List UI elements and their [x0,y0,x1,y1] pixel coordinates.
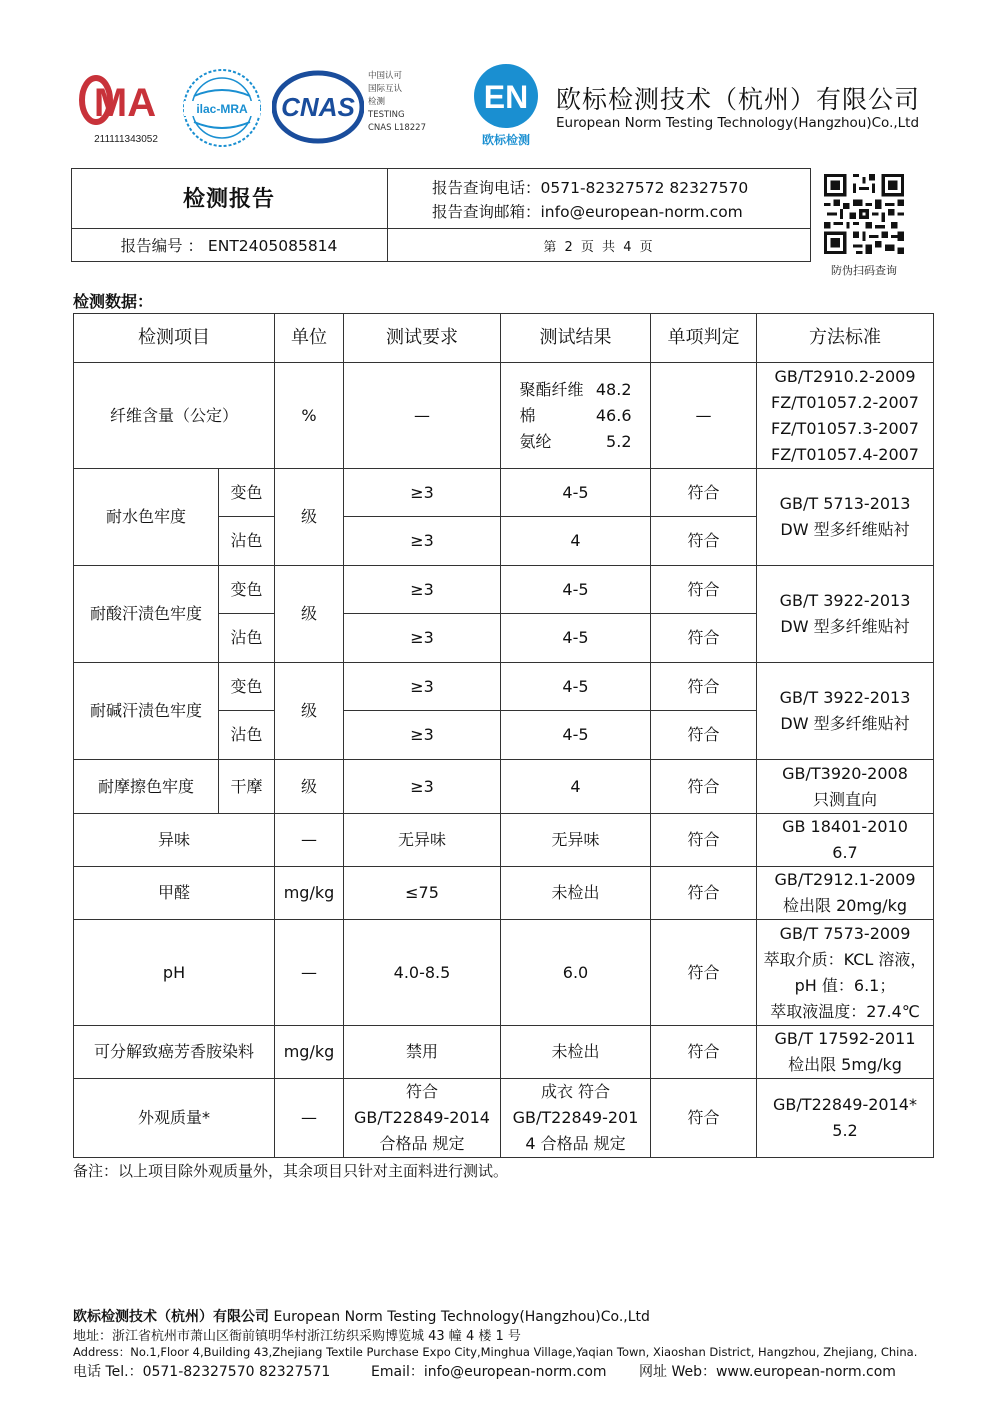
fiber-percent: 46.6 [595,405,632,425]
item-name: 异味 [74,814,275,867]
method-line: 检出限 5mg/kg [788,1055,902,1074]
requirement: ≥3 [344,566,501,614]
footer-address-cn: 地址：浙江省杭州市萧山区衙前镇明华村浙江纺织采购博览城 43 幢 4 楼 1 号 [73,1329,521,1344]
method-line: GB/T2912.1-2009 [774,870,916,889]
footer-address-en: Address：No.1,Floor 4,Building 43,Zhejiang Textile Purchase Expo City,Minghua Village,Yaqian Town, Xiaoshan District, Hangzhou, Zhejiang, China. [73,1345,918,1359]
table-row [74,363,934,469]
result: 4-5 [501,663,651,711]
result: 4 [501,760,651,814]
unit: 级 [275,663,344,760]
method [757,469,934,566]
method [757,814,934,867]
requirement: ≥3 [344,760,501,814]
judgement: 符合 [651,614,757,663]
cma-mark-text: MA [93,81,157,125]
result-line: 成衣 符合 [540,1082,611,1101]
cnas-line: 国际互认 [368,84,403,94]
unit: — [275,920,344,1026]
item-name: 可分解致癌芳香胺染料 [74,1026,275,1079]
table-row [74,814,934,867]
method-line: 5.2 [832,1121,858,1140]
unit: mg/kg [275,1026,344,1079]
judgement: 符合 [651,663,757,711]
method-line: FZ/T01057.4-2007 [771,444,919,464]
method-line: GB/T3920-2008 [782,763,908,783]
company-name-en: European Norm Testing Technology(Hangzhou)Co.,Ltd [556,115,920,131]
method-line: GB/T 7573-2009 [779,923,911,943]
method-line: GB/T 3922-2013 [779,688,911,707]
cnas-line: TESTING [368,110,405,120]
ilac-text: ilac-MRA [196,102,248,116]
method-line: GB 18401-2010 [782,817,908,836]
method [757,1079,934,1158]
sub-item: 沾色 [219,517,275,566]
result: 4 [501,517,651,566]
judgement: 符合 [651,566,757,614]
sub-item: 变色 [219,663,275,711]
method-line: 只测直向 [812,789,877,809]
judgement: 符合 [651,711,757,760]
judgement: 符合 [651,867,757,920]
result: 无异味 [501,814,651,867]
method-line: DW 型多纤维贴衬 [780,520,910,539]
unit: mg/kg [275,867,344,920]
footer-email[interactable]: Email：info@european-norm.com [371,1364,607,1380]
section-title: 检测数据： [73,292,154,311]
fiber-name: 氨纶 [519,431,552,451]
cnas-text: CNAS [281,92,355,122]
footer-company-en: European Norm Testing Technology(Hangzhou)Co.,Ltd [273,1309,650,1325]
method [757,566,934,663]
report-title: 检测报告 [182,187,275,212]
unit: 级 [275,566,344,663]
fiber-percent: 48.2 [595,379,632,399]
cma-number: 211111343052 [94,134,158,145]
requirement: ≤75 [344,867,501,920]
report-number: 报告编号 ： ENT2405085814 [120,237,338,255]
result [501,363,651,469]
footer-company-cn: 欧标检测技术（杭州）有限公司 [73,1309,269,1325]
requirement-line: 合格品 规定 [379,1134,465,1153]
item-name: pH [74,920,275,1026]
judgement: 符合 [651,814,757,867]
result: 未检出 [501,1026,651,1079]
table-row [74,867,934,920]
remark-note: 备注：以上项目除外观质量外，其余项目只针对主面料进行测试。 [73,1162,509,1180]
result: 4-5 [501,711,651,760]
sub-item: 变色 [219,566,275,614]
result [501,1079,651,1158]
result: 6.0 [501,920,651,1026]
result: 4-5 [501,469,651,517]
method-line: 检出限 20mg/kg [782,896,907,915]
unit: — [275,814,344,867]
svg-text:EN: EN [483,79,529,115]
fiber-row [520,403,632,429]
unit: % [275,363,344,469]
method-line: 萃取液温度：27.4℃ [770,1001,920,1021]
cma-logo [78,70,173,150]
item-name: 耐水色牢度 [74,469,219,566]
sub-item: 沾色 [219,614,275,663]
requirement-line: 符合 [405,1082,438,1101]
footer-tel: 电话 Tel.：0571-82327570 82327571 [73,1364,331,1380]
judgement: — [651,363,757,469]
header-method: 方法标准 [757,314,934,363]
method [757,363,934,469]
table-row [74,920,934,1026]
requirement: 无异味 [344,814,501,867]
method-line: GB/T 5713-2013 [779,494,911,513]
table-row [74,1026,934,1079]
test-data-table [73,313,934,1158]
fiber-name: 聚酯纤维 [519,379,584,399]
judgement: 符合 [651,1079,757,1158]
query-phone: 报告查询电话：0571-82327572 82327570 [432,179,749,197]
table-header-row [74,314,934,363]
footer-web[interactable]: 网址 Web：www.european-norm.com [639,1364,896,1380]
unit: 级 [275,760,344,814]
requirement: ≥3 [344,517,501,566]
requirement: 禁用 [344,1026,501,1079]
qr-code-icon[interactable] [824,174,904,254]
header-result: 测试结果 [501,314,651,363]
cnas-line: 检测 [368,97,386,107]
footer-contact [73,1361,896,1381]
method-line: GB/T2910.2-2009 [774,366,916,386]
header-unit: 单位 [275,314,344,363]
requirement [344,1079,501,1158]
item-name: 耐碱汗渍色牢度 [74,663,219,760]
method [757,867,934,920]
method-line: GB/T22849-2014* [773,1095,917,1114]
result: 未检出 [501,867,651,920]
method-line: DW 型多纤维贴衬 [780,714,910,733]
requirement-line: GB/T22849-2014 [354,1108,490,1127]
qr-caption: 防伪扫码查询 [831,264,897,277]
item-name: 外观质量* [74,1079,275,1158]
unit: 级 [275,469,344,566]
judgement: 符合 [651,920,757,1026]
fiber-percent: 5.2 [606,431,632,451]
requirement: ≥3 [344,663,501,711]
result: 4-5 [501,614,651,663]
fiber-name: 棉 [519,405,536,425]
company-name-cn: 欧标检测技术（杭州）有限公司 [556,85,921,114]
unit: — [275,1079,344,1158]
fiber-composition [520,377,632,455]
cnas-logo [272,70,364,144]
fiber-row [520,377,632,403]
requirement: ≥3 [344,614,501,663]
method [757,920,934,1026]
cnas-caption [368,70,426,135]
ilac-mra-logo [180,66,264,150]
cnas-line: 中国认可 [368,71,403,81]
fiber-row [520,429,632,455]
judgement: 符合 [651,760,757,814]
method-line: GB/T 17592-2011 [774,1029,916,1048]
table-row [74,566,934,614]
en-logo [470,62,542,150]
table-row [74,760,934,814]
result-line: GB/T22849-201 [512,1108,639,1127]
method-line: DW 型多纤维贴衬 [780,617,910,636]
query-email: 报告查询邮箱：info@european-norm.com [432,203,743,221]
en-logo-caption: 欧标检测 [481,133,531,147]
judgement: 符合 [651,1026,757,1079]
method-line: FZ/T01057.2-2007 [771,392,919,412]
sub-item: 变色 [219,469,275,517]
table-row [74,469,934,517]
table-row [74,663,934,711]
sub-item: 沾色 [219,711,275,760]
method-line: 萃取介质：KCL 溶液， [763,949,927,969]
header-judgement: 单项判定 [651,314,757,363]
table-row [74,1079,934,1158]
item-name: 甲醛 [74,867,275,920]
item-name: 耐摩擦色牢度 [74,760,219,814]
header-requirement: 测试要求 [344,314,501,363]
result-line: 4 合格品 规定 [525,1134,626,1153]
method-line: FZ/T01057.3-2007 [771,418,919,438]
method [757,663,934,760]
judgement: 符合 [651,469,757,517]
sub-item: 干摩 [219,760,275,814]
cnas-line: CNAS L18227 [368,123,426,133]
header-item: 检测项目 [74,314,275,363]
requirement: — [344,363,501,469]
item-name: 纤维含量（公定） [74,363,275,469]
requirement: ≥3 [344,711,501,760]
item-name: 耐酸汗渍色牢度 [74,566,219,663]
page-indicator: 第 2 页 共 4 页 [543,239,655,255]
result: 4-5 [501,566,651,614]
method-line: GB/T 3922-2013 [779,591,911,610]
method-line: 6.7 [832,843,858,862]
method-line: pH 值：6.1； [794,975,896,995]
method [757,1026,934,1079]
judgement: 符合 [651,517,757,566]
requirement: 4.0-8.5 [344,920,501,1026]
requirement: ≥3 [344,469,501,517]
method [757,760,934,814]
footer-company [73,1306,650,1326]
